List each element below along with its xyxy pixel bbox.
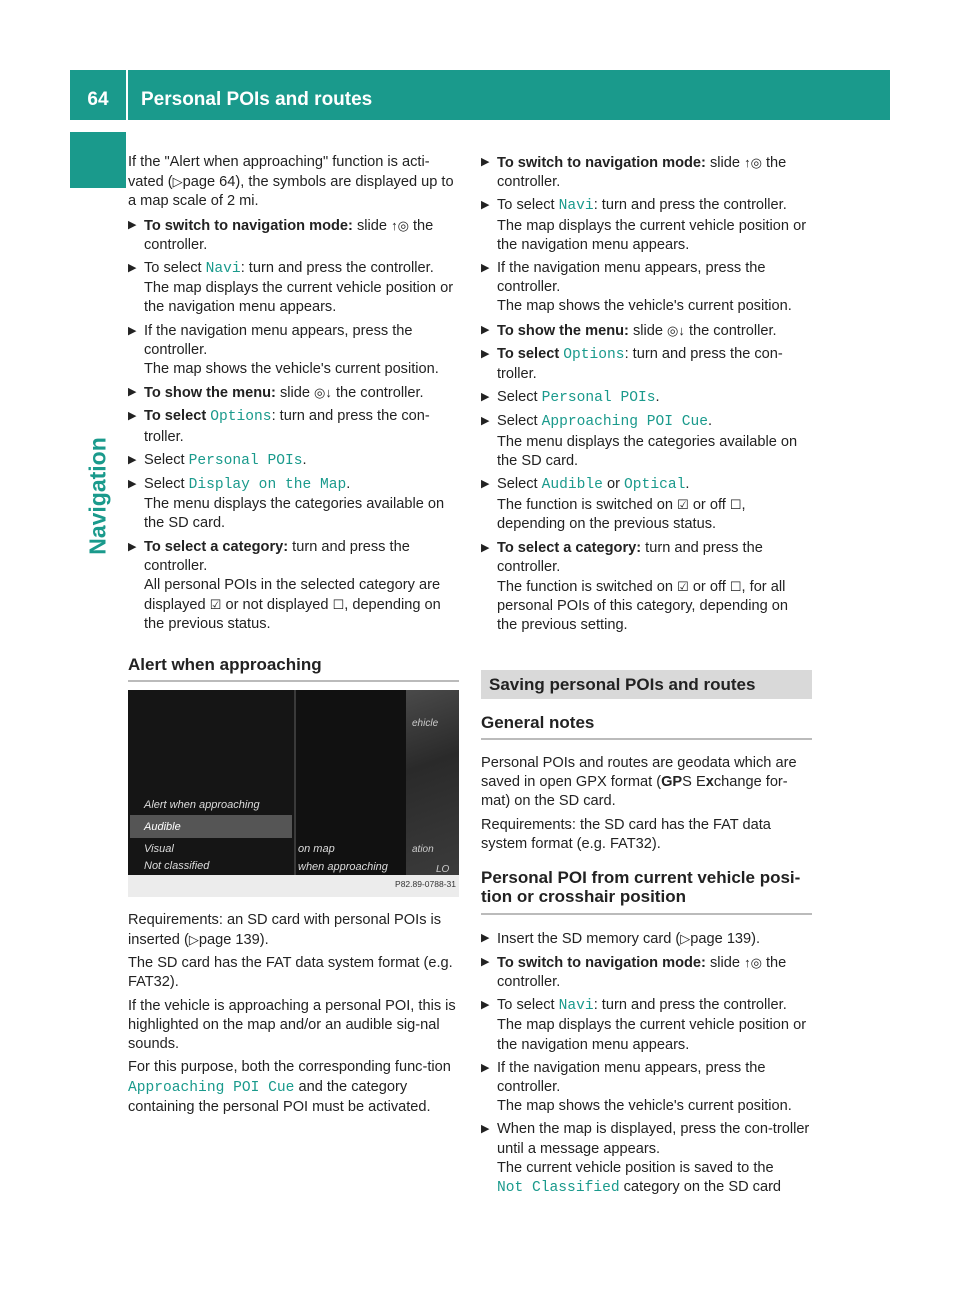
menu-item-not-classified: Not classified xyxy=(144,859,210,872)
screenshot-figure xyxy=(128,690,459,897)
arrow-icon: ▶ xyxy=(481,999,490,1012)
step-select-options-right: ▶ To select Options: turn and press the con-troller. xyxy=(481,345,783,383)
checkbox-unchecked-icon: ☐ xyxy=(729,497,742,513)
right-column xyxy=(481,153,812,1202)
arrow-icon: ▶ xyxy=(481,1061,490,1074)
step-press-controller: ▶ If the navigation menu appears, press the controller. The map shows the vehicle's current position. xyxy=(128,322,439,378)
header-divider xyxy=(126,70,128,120)
mid-text-when-approaching: when approaching xyxy=(298,860,388,873)
step-select-audible-optical: ▶ Select Audible or Optical. The function is switched on ☑ or off ☐, depending on the previous status. xyxy=(481,476,746,533)
step-select-category-right: ▶ To select a category: turn and press the controller. The function is switched on ☑ or off ☐, for all personal POIs of this category, depending on the previous setting. xyxy=(481,539,788,634)
figure-code: P82.89-0788-31 xyxy=(395,878,456,889)
arrow-icon: ▶ xyxy=(481,156,490,168)
menu-item-approaching-poi-cue: Approaching POI Cue xyxy=(128,1079,295,1096)
checkbox-unchecked-icon: ☐ xyxy=(729,579,742,595)
menu-panel xyxy=(128,690,296,875)
arrow-icon: ▶ xyxy=(481,347,490,360)
slide-down-icon: ◎↓ xyxy=(667,322,685,338)
checkbox-checked-icon: ☑ xyxy=(677,497,689,513)
arrow-icon: ▶ xyxy=(481,931,490,944)
step-show-menu-right: ▶ To show the menu: slide ◎↓ the controller. xyxy=(481,322,777,339)
step-insert-sd: ▶ Insert the SD memory card (▷page 139). xyxy=(481,930,761,947)
menu-item-navi: Navi xyxy=(558,998,594,1015)
page-ref-icon: ▷ xyxy=(188,932,199,948)
page-number: 64 xyxy=(87,89,109,110)
page-ref-icon: ▷ xyxy=(172,174,183,190)
slide-down-icon: ◎↓ xyxy=(314,385,332,401)
requirements-fat-paragraph: Requirements: the SD card has the FAT data system format (e.g. FAT32). xyxy=(481,816,771,852)
display-screen xyxy=(128,690,459,875)
section-marker xyxy=(70,132,126,188)
menu-item-personal-pois: Personal POIs xyxy=(541,390,656,407)
menu-item-navi: Navi xyxy=(558,198,594,215)
arrow-icon: ▶ xyxy=(128,218,137,231)
map-text-vehicle: ehicle xyxy=(412,717,439,729)
intro-paragraph: If the "Alert when approaching" function is acti-vated (▷page 64), the symbols are displayed up to a map scale of 2 mi. xyxy=(128,154,454,210)
step-press-until-message: ▶ When the map is displayed, press the con-troller until a message appears. The current vehicle position is saved to the Not Classified category on the SD card xyxy=(481,1121,810,1196)
step-switch-nav-right: ▶ To switch to navigation mode: slide ↑◎ the controller. xyxy=(481,155,787,191)
arrow-icon: ▶ xyxy=(481,415,490,428)
step-select-personal-pois: ▶ Select Personal POIs. xyxy=(128,451,307,469)
menu-item-audible: Audible xyxy=(541,477,603,494)
menu-title: Alert when approaching xyxy=(130,794,292,816)
step-select-navi-right: ▶ To select Navi: turn and press the controller. The map displays the current vehicle position or the navigation menu appears. xyxy=(481,197,807,253)
menu-item-personal-pois: Personal POIs xyxy=(188,452,303,469)
middle-panel xyxy=(296,690,406,875)
heading-alert-when-approaching: Alert when approaching xyxy=(128,655,459,682)
menu-item-not-classified: Not Classified xyxy=(497,1179,620,1196)
map-panel xyxy=(406,690,459,875)
arrow-icon: ▶ xyxy=(481,1123,490,1136)
step-select-options: ▶ To select Options: turn and press the con-troller. xyxy=(128,408,430,445)
step-select-personal-pois-right: ▶ Select Personal POIs. xyxy=(481,389,660,407)
menu-item-visual: Visual xyxy=(144,842,174,855)
step-select-navi-save: ▶ To select Navi: turn and press the controller. The map displays the current vehicle position or the navigation menu appears. xyxy=(481,997,807,1053)
step-press-controller-save: ▶ If the navigation menu appears, press the controller. The map shows the vehicle's current position. xyxy=(481,1059,792,1115)
gpx-paragraph: Personal POIs and routes are geodata which are saved in open GPX format (GPS Exchange for-mat) on the SD card. xyxy=(481,755,797,810)
checkbox-unchecked-icon: ☐ xyxy=(332,597,345,613)
left-column xyxy=(128,153,459,1121)
arrow-icon: ▶ xyxy=(481,199,490,212)
checkbox-checked-icon: ☑ xyxy=(677,579,689,595)
side-section-label: Navigation xyxy=(84,437,111,555)
arrow-icon: ▶ xyxy=(128,453,137,466)
step-switch-nav-save: ▶ To switch to navigation mode: slide ↑◎ the controller. xyxy=(481,954,787,990)
slide-up-icon: ↑◎ xyxy=(744,954,762,970)
map-text-lo: LO xyxy=(436,863,450,875)
step-switch-nav: ▶ To switch to navigation mode: slide ↑◎ the controller. xyxy=(128,217,434,253)
fat-format-paragraph: The SD card has the FAT data system format (e.g. FAT32). xyxy=(128,955,453,991)
menu-item-navi: Navi xyxy=(205,261,241,278)
activation-paragraph: For this purpose, both the corresponding func-tion Approaching POI Cue and the category containing the personal POI must be activated. xyxy=(128,1059,451,1115)
arrow-icon: ▶ xyxy=(128,324,137,337)
step-show-menu: ▶ To show the menu: slide ◎↓ the controller. xyxy=(128,385,424,402)
arrow-icon: ▶ xyxy=(128,262,137,275)
slide-up-icon: ↑◎ xyxy=(744,155,762,170)
step-select-display-map: ▶ Select Display on the Map. The menu displays the categories available on the SD card. xyxy=(128,476,445,532)
map-text-ation: ation xyxy=(412,843,434,855)
page-title: Personal POIs and routes xyxy=(141,89,373,110)
menu-item-optical: Optical xyxy=(624,477,686,494)
slide-up-icon: ↑◎ xyxy=(391,217,409,233)
step-select-approaching-cue: ▶ Select Approaching POI Cue. The menu displays the categories available on the SD card. xyxy=(481,413,798,469)
arrow-icon: ▶ xyxy=(128,410,137,423)
arrow-icon: ▶ xyxy=(481,262,490,275)
arrow-icon: ▶ xyxy=(128,478,137,491)
menu-item-options: Options xyxy=(210,409,272,426)
arrow-icon: ▶ xyxy=(481,541,490,554)
heading-general-notes: General notes xyxy=(481,713,812,740)
step-select-category: ▶ To select a category: turn and press the controller. All personal POIs in the selected category are displayed ☑ or not displayed ☐, depending on the previous status. xyxy=(128,538,441,633)
section-title-saving: Saving personal POIs and routes xyxy=(481,670,812,699)
arrow-icon: ▶ xyxy=(481,955,490,968)
arrow-icon: ▶ xyxy=(481,391,490,404)
arrow-icon: ▶ xyxy=(481,478,490,491)
arrow-icon: ▶ xyxy=(481,323,490,336)
requirements-paragraph: Requirements: an SD card with personal POIs is inserted (▷page 139). xyxy=(128,911,442,949)
mid-text-on-map: on map xyxy=(298,842,335,855)
step-select-navi: ▶ To select Navi: turn and press the controller. The map displays the current vehicle position or the navigation menu appears. xyxy=(128,260,454,316)
heading-personal-poi-current: Personal POI from current vehicle posi-tion or crosshair position xyxy=(481,868,812,914)
page-ref-icon: ▷ xyxy=(680,930,691,946)
menu-item-options: Options xyxy=(563,346,625,363)
menu-item-display-on-map: Display on the Map xyxy=(188,477,347,494)
step-press-controller-right: ▶ If the navigation menu appears, press the controller. The map shows the vehicle's current position. xyxy=(481,260,792,315)
arrow-icon: ▶ xyxy=(128,386,137,399)
arrow-icon: ▶ xyxy=(128,540,137,553)
menu-item-approaching-poi-cue: Approaching POI Cue xyxy=(541,414,709,431)
approaching-paragraph: If the vehicle is approaching a personal POI, this is highlighted on the map and/or an audible sig-nal sounds. xyxy=(128,997,456,1053)
menu-item-audible: Audible xyxy=(130,816,292,838)
checkbox-checked-icon: ☑ xyxy=(209,597,222,613)
